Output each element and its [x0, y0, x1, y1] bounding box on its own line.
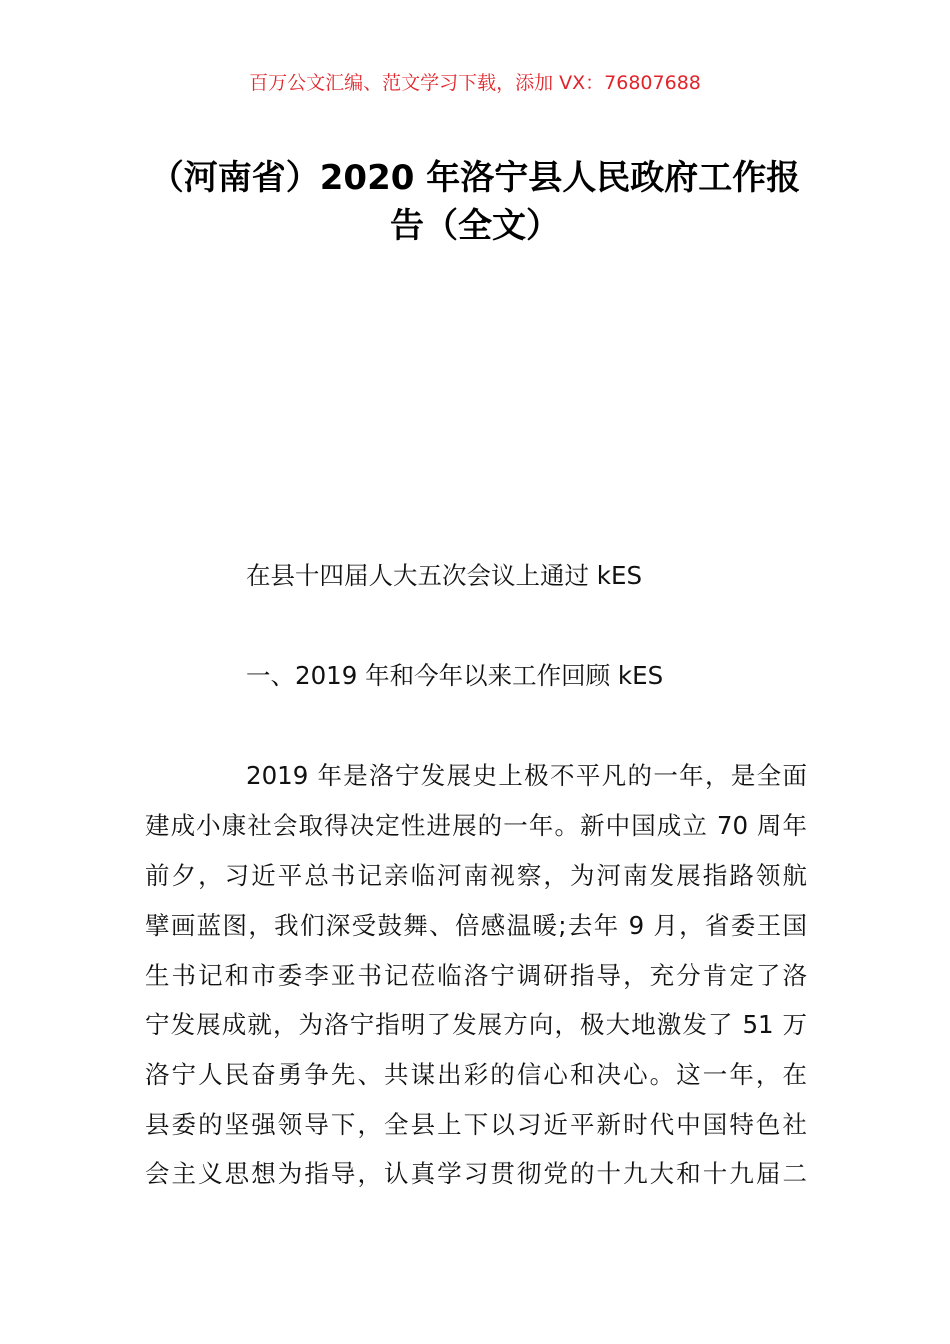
- body-line: 县委的坚强领导下，全县上下以习近平新时代中国特色社: [145, 1110, 807, 1139]
- body-line: 洛宁人民奋勇争先、共谋出彩的信心和决心。这一年，在: [145, 1060, 807, 1089]
- body-line: 会主义思想为指导，认真学习贯彻党的十九大和十九届二: [145, 1159, 807, 1188]
- document-title-line-2: 告（全文）: [390, 206, 560, 246]
- body-line: 擘画蓝图，我们深受鼓舞、倍感温暖;去年 9 月，省委王国: [145, 911, 807, 940]
- section-heading: 一、2019 年和今年以来工作回顾 kES: [246, 661, 664, 690]
- body-line: 建成小康社会取得决定性进展的一年。新中国成立 70 周年: [145, 811, 807, 840]
- watermark-banner: 百万公文汇编、范文学习下载，添加 VX：76807688: [249, 72, 701, 94]
- body-line: 生书记和市委李亚书记莅临洛宁调研指导，充分肯定了洛: [145, 961, 807, 990]
- body-line: 2019 年是洛宁发展史上极不平凡的一年，是全面: [246, 761, 807, 790]
- subtitle: 在县十四届人大五次会议上通过 kES: [246, 561, 643, 590]
- document-title-line-1: （河南省）2020 年洛宁县人民政府工作报: [149, 158, 801, 198]
- body-line: 前夕，习近平总书记亲临河南视察，为河南发展指路领航: [145, 861, 807, 890]
- body-line: 宁发展成就，为洛宁指明了发展方向，极大地激发了 51 万: [145, 1010, 807, 1039]
